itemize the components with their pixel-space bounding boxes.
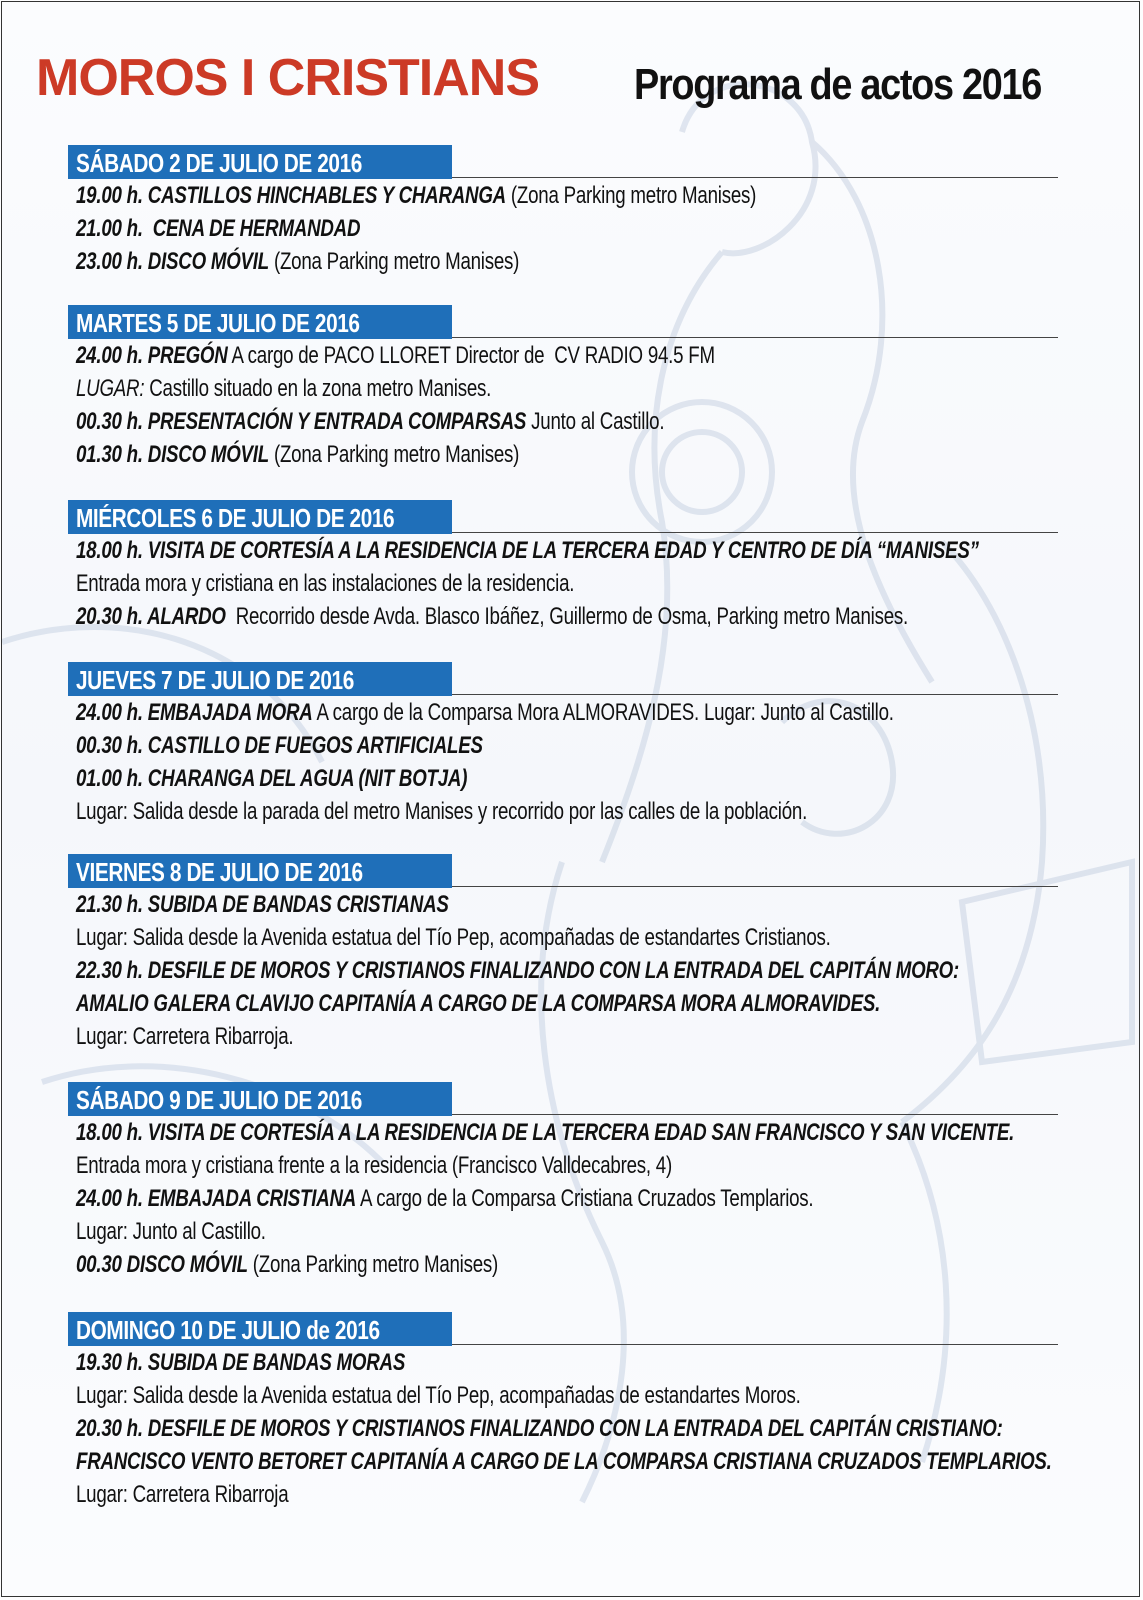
event-line-text	[76, 1149, 672, 1182]
event-detail: Lugar: Carretera Ribarroja	[76, 1481, 289, 1508]
event-title: 18.00 h. VISITA DE CORTESÍA A LA RESIDENCIA DE LA TERCERA EDAD SAN FRANCISCO Y SAN VICENTE.	[76, 1119, 1015, 1146]
day-header	[68, 500, 452, 534]
event-title: 00.30 h. CASTILLO DE FUEGOS ARTIFICIALES	[76, 732, 483, 759]
event-title: 21.00 h. CENA DE HERMANDAD	[76, 215, 361, 242]
event-line-text	[76, 534, 979, 567]
day-section	[68, 1082, 1058, 1281]
event-line-text	[76, 405, 664, 438]
event-line	[76, 1020, 1058, 1053]
event-title: 24.00 h. EMBAJADA MORA	[76, 699, 313, 726]
day-header-bar	[68, 1082, 1058, 1116]
event-line-text	[76, 1412, 1003, 1445]
event-line-text	[76, 567, 574, 600]
event-line-text	[76, 212, 360, 245]
event-line-text	[76, 1445, 1052, 1478]
event-line	[76, 696, 1058, 729]
day-section	[68, 305, 1058, 471]
event-line	[76, 212, 1058, 245]
event-detail: (Zona Parking metro Manises)	[268, 248, 520, 275]
day-header	[68, 1082, 452, 1116]
event-list	[68, 888, 1058, 1053]
event-line	[76, 1445, 1058, 1478]
event-detail: Castillo situado en la zona metro Manises.	[144, 375, 492, 402]
day-section	[68, 854, 1058, 1053]
event-line-text	[76, 1346, 405, 1379]
event-title: 18.00 h. VISITA DE CORTESÍA A LA RESIDENCIA DE LA TERCERA EDAD Y CENTRO DE DÍA “MANISES”	[76, 537, 979, 564]
event-detail: Lugar: Salida desde la parada del metro Manises y recorrido por las calles de la población.	[76, 798, 808, 825]
event-line	[76, 245, 1058, 278]
day-header-bar	[68, 500, 1058, 534]
event-title: 23.00 h. DISCO MÓVIL	[76, 248, 269, 275]
event-title: 19.30 h. SUBIDA DE BANDAS MORAS	[76, 1349, 406, 1376]
day-header-bar	[68, 145, 1058, 179]
event-detail: (Zona Parking metro Manises)	[505, 182, 757, 209]
day-header-label: MIÉRCOLES 6 DE JULIO DE 2016	[76, 503, 395, 533]
poster-title: MOROS I CRISTIANS	[36, 49, 540, 107]
event-title: 24.00 h. EMBAJADA CRISTIANA	[76, 1185, 357, 1212]
event-detail: Lugar: Junto al Castillo.	[76, 1218, 266, 1245]
day-header	[68, 145, 452, 179]
event-title: 21.30 h. SUBIDA DE BANDAS CRISTIANAS	[76, 891, 449, 918]
poster-frame	[1, 1, 1140, 1597]
event-line	[76, 1215, 1058, 1248]
event-line-text	[76, 888, 449, 921]
event-line	[76, 438, 1058, 471]
event-line	[76, 1248, 1058, 1281]
day-header	[68, 1312, 452, 1346]
event-detail: Entrada mora y cristiana frente a la residencia (Francisco Valldecabres, 4)	[76, 1152, 672, 1179]
day-header-bar	[68, 662, 1058, 696]
event-line	[76, 600, 1058, 633]
day-header-label: VIERNES 8 DE JULIO DE 2016	[76, 857, 363, 887]
event-detail: A cargo de PACO LLORET Director de CV RADIO 94.5 FM	[227, 342, 715, 369]
event-line-text	[76, 987, 880, 1020]
event-detail: Lugar: Salida desde la Avenida estatua del Tío Pep, acompañadas de estandartes Cristianos.	[76, 924, 831, 951]
event-detail: Junto al Castillo.	[526, 408, 665, 435]
event-line	[76, 534, 1058, 567]
event-list	[68, 339, 1058, 471]
day-header-label: SÁBADO 9 DE JULIO DE 2016	[76, 1085, 362, 1115]
event-line	[76, 405, 1058, 438]
event-list	[68, 179, 1058, 278]
day-header-bar	[68, 305, 1058, 339]
event-line	[76, 795, 1058, 828]
day-section	[68, 500, 1058, 633]
event-line-text	[76, 1020, 293, 1053]
event-line	[76, 762, 1058, 795]
event-line-text	[76, 339, 715, 372]
event-line	[76, 179, 1058, 212]
event-list	[68, 534, 1058, 633]
event-title: 19.00 h. CASTILLOS HINCHABLES Y CHARANGA	[76, 182, 506, 209]
header-rule	[452, 532, 1058, 533]
event-line-text	[76, 762, 467, 795]
day-header	[68, 662, 452, 696]
event-line-text	[76, 729, 483, 762]
event-line	[76, 954, 1058, 987]
event-detail: Entrada mora y cristiana en las instalaciones de la residencia.	[76, 570, 575, 597]
event-line	[76, 1379, 1058, 1412]
day-header-label: MARTES 5 DE JULIO DE 2016	[76, 308, 360, 338]
event-title: 24.00 h. PREGÓN	[76, 342, 228, 369]
poster-subtitle: Programa de actos 2016	[634, 60, 1042, 109]
event-line-text	[76, 438, 519, 471]
event-line-text	[76, 600, 908, 633]
event-title: FRANCISCO VENTO BETORET CAPITANÍA A CARGO DE LA COMPARSA CRISTIANA CRUZADOS TEMPLARIOS.	[76, 1448, 1052, 1475]
event-line-text	[76, 795, 807, 828]
event-title: 01.30 h. DISCO MÓVIL	[76, 441, 269, 468]
event-line-text	[76, 1182, 813, 1215]
event-line-text	[76, 1379, 801, 1412]
event-line	[76, 987, 1058, 1020]
event-line	[76, 1149, 1058, 1182]
event-line-text	[76, 372, 491, 405]
day-header-bar	[68, 854, 1058, 888]
event-line-text	[76, 1248, 498, 1281]
header-rule	[452, 886, 1058, 887]
event-line	[76, 888, 1058, 921]
event-line-text	[76, 696, 894, 729]
event-list	[68, 696, 1058, 828]
event-line-text	[76, 1215, 266, 1248]
header-rule	[452, 177, 1058, 178]
event-line	[76, 921, 1058, 954]
event-line-text	[76, 1478, 288, 1511]
event-title: 00.30 DISCO MÓVIL	[76, 1251, 248, 1278]
day-header-bar	[68, 1312, 1058, 1346]
event-detail: A cargo de la Comparsa Cristiana Cruzados Templarios.	[356, 1185, 814, 1212]
event-title: 20.30 h. DESFILE DE MOROS Y CRISTIANOS FINALIZANDO CON LA ENTRADA DEL CAPITÁN CRISTIANO:	[76, 1415, 1003, 1442]
event-title: 20.30 h. ALARDO	[76, 603, 226, 630]
event-line	[76, 372, 1058, 405]
event-line	[76, 567, 1058, 600]
event-line-text	[76, 245, 519, 278]
event-list	[68, 1346, 1058, 1511]
event-line	[76, 1478, 1058, 1511]
header-rule	[452, 694, 1058, 695]
day-header-label: SÁBADO 2 DE JULIO DE 2016	[76, 148, 362, 178]
event-detail: A cargo de la Comparsa Mora ALMORAVIDES. Lugar: Junto al Castillo.	[312, 699, 894, 726]
event-line-text	[76, 954, 959, 987]
event-title: AMALIO GALERA CLAVIJO CAPITANÍA A CARGO DE LA COMPARSA MORA ALMORAVIDES.	[76, 990, 881, 1017]
event-line	[76, 1116, 1058, 1149]
header-rule	[452, 1344, 1058, 1345]
day-header	[68, 305, 452, 339]
event-line-text	[76, 921, 831, 954]
event-list	[68, 1116, 1058, 1281]
header-rule	[452, 337, 1058, 338]
day-section	[68, 662, 1058, 828]
day-section	[68, 145, 1058, 278]
event-line-text	[76, 1116, 1014, 1149]
event-title: 01.00 h. CHARANGA DEL AGUA (NIT BOTJA)	[76, 765, 468, 792]
event-line-text	[76, 179, 756, 212]
day-header	[68, 854, 452, 888]
day-section	[68, 1312, 1058, 1511]
event-detail: (Zona Parking metro Manises)	[268, 441, 520, 468]
day-header-label: JUEVES 7 DE JULIO DE 2016	[76, 665, 354, 695]
event-line	[76, 339, 1058, 372]
event-line	[76, 729, 1058, 762]
event-detail: Lugar: Carretera Ribarroja.	[76, 1023, 294, 1050]
event-title: 22.30 h. DESFILE DE MOROS Y CRISTIANOS FINALIZANDO CON LA ENTRADA DEL CAPITÁN MORO:	[76, 957, 960, 984]
event-detail: Recorrido desde Avda. Blasco Ibáñez, Guillermo de Osma, Parking metro Manises.	[225, 603, 908, 630]
day-header-label: DOMINGO 10 DE JULIO de 2016	[76, 1315, 380, 1345]
event-label: LUGAR:	[76, 375, 145, 402]
header-rule	[452, 1114, 1058, 1115]
event-title: 00.30 h. PRESENTACIÓN Y ENTRADA COMPARSAS	[76, 408, 527, 435]
event-line	[76, 1182, 1058, 1215]
event-line	[76, 1412, 1058, 1445]
event-detail: Lugar: Salida desde la Avenida estatua del Tío Pep, acompañadas de estandartes Moros.	[76, 1382, 801, 1409]
event-detail: (Zona Parking metro Manises)	[247, 1251, 499, 1278]
event-line	[76, 1346, 1058, 1379]
